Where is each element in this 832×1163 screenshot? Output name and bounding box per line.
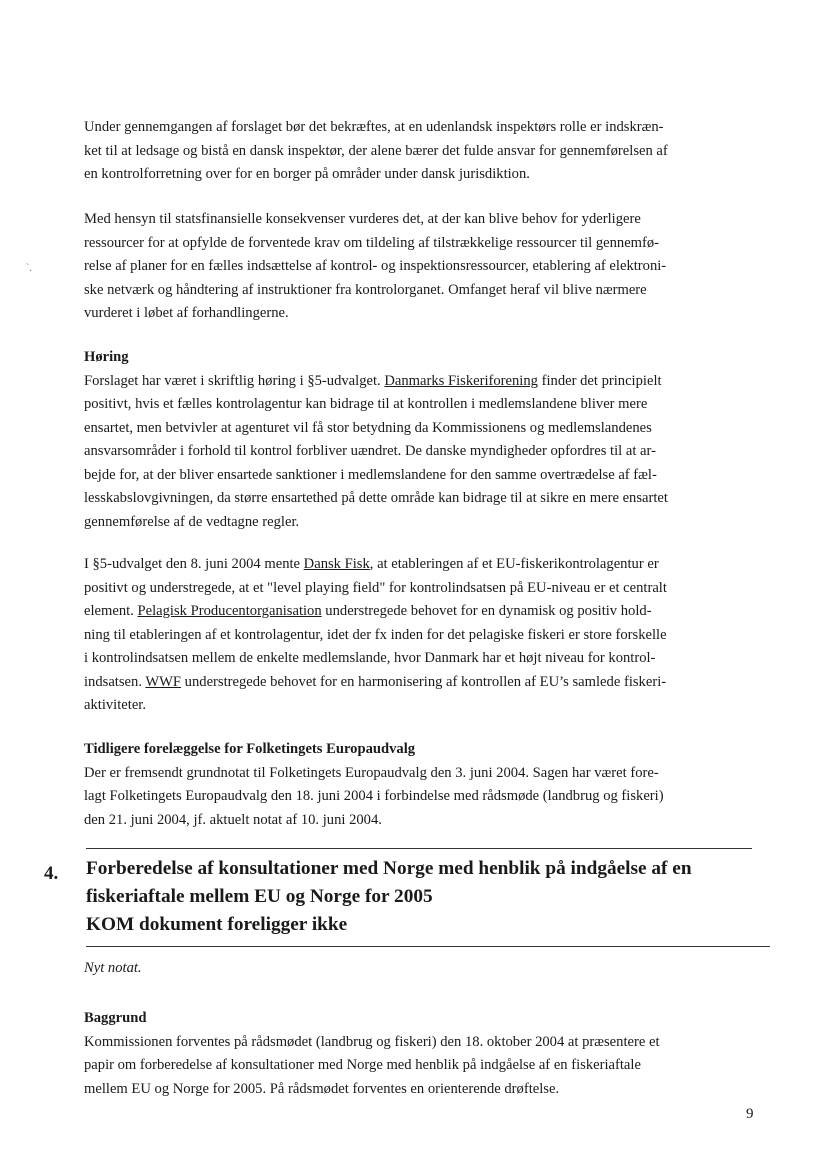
section-rule-top	[86, 848, 752, 849]
text-line: ket til at ledsage og bistå en dansk inspektør, der alene bærer det fulde ansvar for gennemførelsen af	[84, 142, 668, 159]
text-line	[84, 671, 764, 695]
text-line	[84, 370, 764, 394]
org-link-danmarks-fiskeriforening: Danmarks Fiskeriforening	[384, 372, 538, 389]
section-title-line: fiskeriaftale mellem EU og Norge for 2005	[86, 886, 433, 907]
section-heading: Høring	[84, 349, 129, 365]
org-link-dansk-fisk: Dansk Fisk	[303, 556, 370, 572]
text-span: understregede behovet for en harmonisering af kontrollen af EU’s samlede fiskeri-	[181, 673, 667, 690]
paragraph-inspector-role	[84, 116, 764, 187]
text-line	[84, 600, 764, 624]
text-line: Med hensyn til statsfinansielle konsekvenser vurderes det, at der kan blive behov for yderligere	[84, 211, 641, 227]
text-line: positivt, hvis et fælles kontrolagentur kan bidrage til at kontrollen i medlemslandene bliver mere	[84, 396, 648, 412]
text-line: relse af planer for en fælles indsættelse af kontrol- og inspektionsressourcer, etablering af elektroni-	[84, 258, 667, 274]
text-span: I §5-udvalget den 8. juni 2004 mente	[84, 556, 304, 572]
text-line: en kontrolforretning over for en borger på områder under dansk jurisdiktion.	[84, 166, 530, 182]
text-line: bejde for, at der bliver ensartede sanktioner i medlemslandene for den samme overtrædelse af fæl-	[84, 466, 657, 483]
text-span: Forslaget har været i skriftlig høring i §5-udvalget.	[84, 372, 385, 389]
section-title	[86, 855, 776, 939]
text-line: ensartet, men betvivler at agenturet vil få stor betydning da Kommissionens og medlemslandenes	[84, 419, 652, 436]
text-line: ske netværk og håndtering af instruktioner fra kontrolorganet. Omfanget heraf vil blive nærmere	[84, 281, 647, 298]
text-line: ansvarsområder i forhold til kontrol forbliver uændret. De danske myndigheder opfordres til at ar-	[84, 443, 656, 459]
section-heading: Tidligere forelæggelse for Folketingets Europaudvalg	[84, 741, 416, 757]
text-line: Der er fremsendt grundnotat til Folketingets Europaudvalg den 3. juni 2004. Sagen har været fore-	[84, 764, 659, 781]
text-line: mellem EU og Norge for 2005. På rådsmødet forventes en orienterende drøftelse.	[84, 1080, 560, 1097]
text-line: positivt og understregede, at et "level playing field" for kontrolindsatsen på EU-niveau er et centralt	[84, 579, 667, 596]
paragraph-financial-consequences	[84, 208, 764, 326]
paragraph-5-udvalget	[84, 553, 764, 718]
section-title-line: Forberedelse af konsultationer med Norge med henblik på indgåelse af en	[86, 858, 692, 879]
text-span: indsatsen.	[84, 673, 146, 690]
text-span: understregede behovet for en dynamisk og positiv hold-	[321, 603, 652, 619]
text-line: vurderet i løbet af forhandlingerne.	[84, 305, 289, 321]
text-line: Under gennemgangen af forslaget bør det bekræftes, at en udenlandsk inspektørs rolle er indskræn-	[84, 119, 664, 135]
section-title-line: KOM dokument foreligger ikke	[86, 914, 348, 935]
section-heading: Baggrund	[84, 1010, 147, 1026]
text-line: lagt Folketingets Europaudvalg den 18. juni 2004 i forbindelse med rådsmøde (landbrug og fiskeri)	[84, 788, 664, 804]
text-line: papir om forberedelse af konsultationer med Norge med henblik på indgåelse af en fiskeriaftale	[84, 1057, 641, 1073]
page-number: 9	[746, 1106, 754, 1122]
note-text: Nyt notat.	[84, 960, 142, 976]
section-tidligere-forelaeggelse	[84, 738, 764, 832]
scan-artifact: `.	[26, 263, 32, 274]
org-link-wwf: WWF	[145, 673, 182, 690]
text-line: ning til etableringen af et kontrolagentur, idet der fx inden for det pelagiske fiskeri er store forskelle	[84, 626, 667, 643]
text-line: den 21. juni 2004, jf. aktuelt notat af 10. juni 2004.	[84, 811, 382, 828]
text-line: lesskabslovgivningen, da større ensartethed på dette område kan bidrage til at sikre en mere ensartet	[84, 490, 668, 506]
note-block	[84, 957, 764, 981]
text-line: ressourcer for at opfylde de forventede krav om tildeling af tilstrækkelige ressourcer til gennemfø-	[84, 234, 660, 251]
org-link-pelagisk-producentorganisation: Pelagisk Producentorganisation	[137, 603, 322, 619]
text-line: gennemførelse af de vedtagne regler.	[84, 513, 300, 530]
section-horing	[84, 346, 764, 534]
text-line: aktiviteter.	[84, 697, 147, 713]
text-line	[84, 553, 764, 577]
text-line: Kommissionen forventes på rådsmødet (landbrug og fiskeri) den 18. oktober 2004 at præsentere et	[84, 1033, 660, 1050]
text-span: , at etableringen af et EU-fiskerikontrolagentur er	[369, 556, 659, 572]
text-span: element.	[84, 603, 138, 619]
section-rule-bottom	[86, 946, 770, 947]
section-baggrund	[84, 1007, 764, 1101]
section-number: 4.	[44, 863, 59, 884]
text-line: i kontrolindsatsen mellem de enkelte medlemslande, hvor Danmark har et højt niveau for kontrol-	[84, 650, 656, 666]
text-span: finder det principielt	[537, 372, 662, 389]
